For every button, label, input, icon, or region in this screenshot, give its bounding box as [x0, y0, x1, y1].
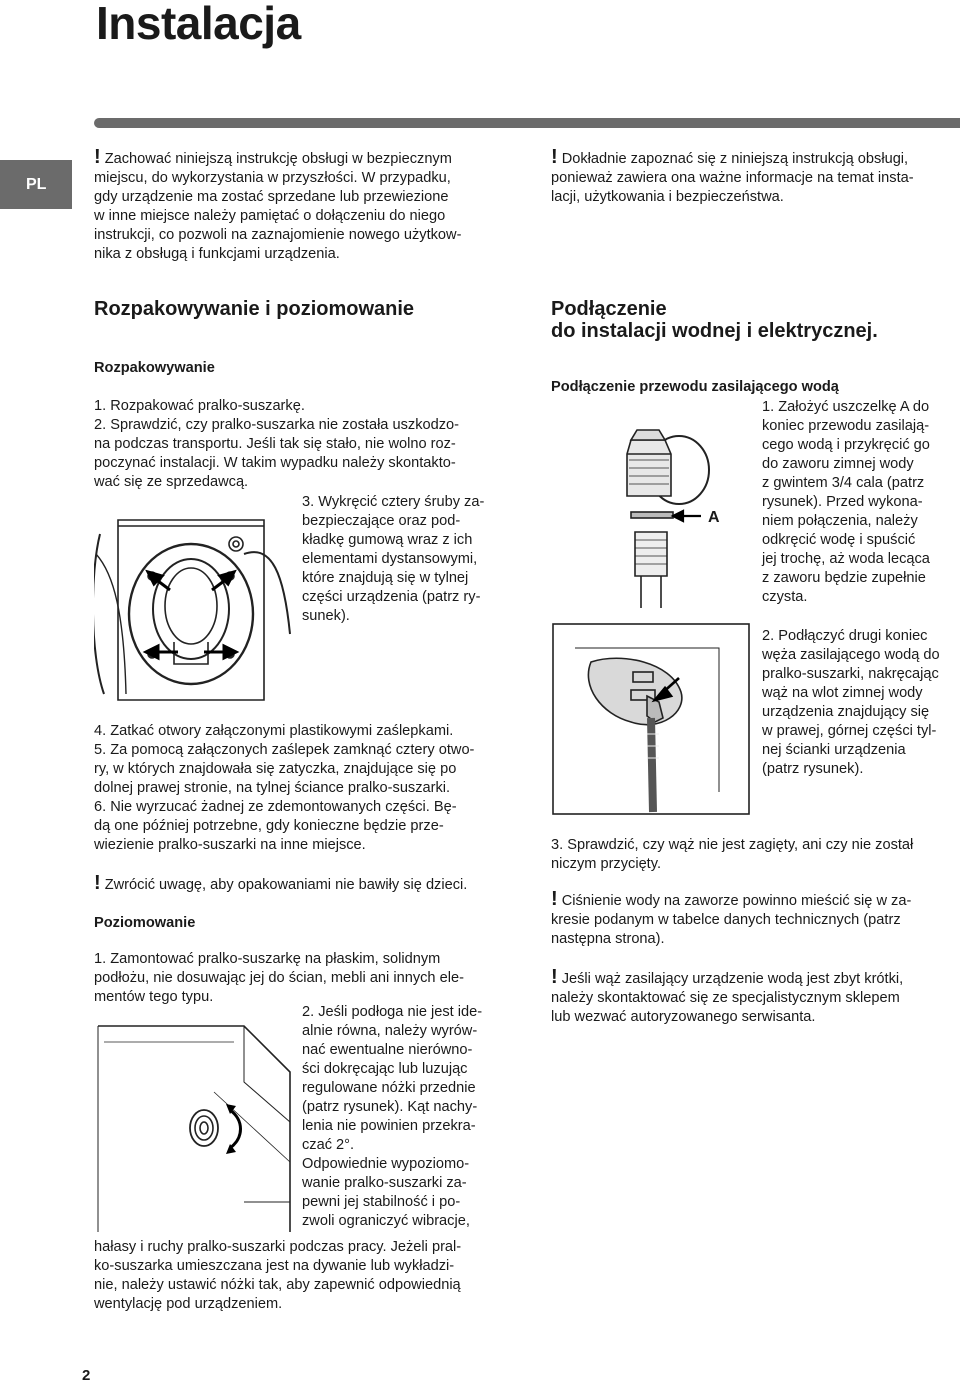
warning-mark: ! — [551, 888, 558, 910]
warning-mark: ! — [94, 872, 101, 894]
leveling-foot-figure — [94, 1022, 294, 1237]
section-title-connection: Podłączenie do instalacji wodnej i elektrycznej. — [551, 298, 878, 342]
unpacking-step-3: 3. Wykręcić cztery śruby za- bezpieczające oraz pod- kładkę gumową wraz z ich elementami dystansowymi, które znajdują się w tylnej części urządzenia (patrz ry- sunek). — [302, 494, 485, 624]
subheading-leveling: Poziomowanie — [94, 915, 196, 931]
language-tab: PL — [0, 160, 72, 209]
hose-step-3: 3. Sprawdzić, czy wąż nie jest zagięty, ani czy nie został niczym przycięty. — [551, 837, 914, 872]
header-rule — [94, 118, 960, 128]
tap-seal-figure — [551, 400, 751, 610]
hose-step-1: 1. Założyć uszczelkę A do koniec przewodu zasilają- cego wodą i przykręcić go do zaworu zimnej wody z gwintem 3/4 cala (patrz rysunek). Przed wykona- niem połączenia, należy odkręcić wodę i spuścić jej trochę, aż woda lecąca z zaworu będzie zupełnie czysta. — [762, 399, 930, 605]
leveling-tail: hałasy i ruchy pralko-suszarki podczas pracy. Jeżeli pral- ko-suszarka umieszczana jest na dywanie lub wykładzi- nie, należy ustawić nóżki tak, aby zapewnić odpowiednią wentylację pod urządzeniem. — [94, 1239, 462, 1312]
unpacking-steps-4-6: 4. Zatkać otwory załączonymi plastikowymi zaślepkami. 5. Za pomocą załączonych zaślepek zamknąć cztery otwo- ry, w których znajdowała się zatyczka, znajdujące się po dolnej prawej stronie, na tylnej ściance pralko-suszarki. 6. Nie wyrzucać żadnej ze zdemontowanych części. Bę- dą one później potrzebne, gdy konieczne będzie prze- wiezienie pralko-suszarki na inne miejsce. — [94, 723, 475, 853]
figure-label-a: A — [708, 509, 720, 526]
leveling-step-2: 2. Jeśli podłoga nie jest ide- alnie równa, należy wyrów- nać ewentualne nierówno- ści dokręcając lub luzując regulowane nóżki przednie (patrz rysunek). Kąt nachy- lenia nie powinien przekra- czać 2°. Odpowiednie wypoziomo- wanie pralko-suszarki za- pewni jej stabilność i po- zwoli ograniczyć wibracje, — [302, 1004, 483, 1229]
pressure-warning: ! Ciśnienie wody na zaworze powinno mieścić się w za- kresie podanym w tabelce danych technicznych (patrz następna strona). — [551, 888, 912, 947]
subheading-unpacking: Rozpakowywanie — [94, 360, 215, 376]
hose-inlet-figure — [551, 622, 751, 817]
rear-panel-screws-figure — [94, 514, 294, 704]
unpacking-steps: 1. Rozpakować pralko-suszarkę. 2. Sprawdzić, czy pralko-suszarka nie została uszkodzo- na podczas transportu. Jeśli tak się stało, nie wolno roz- poczynać instalacji. W takim wypadku należy skontakto- wać się ze sprzedawcą. — [94, 398, 459, 490]
warning-mark: ! — [551, 966, 558, 988]
hose-step-2: 2. Podłączyć drugi koniec węża zasilającego wodą do pralko-suszarki, nakręcając wąż na wlot zimnej wody urządzenia znajdujący się w prawej, górnej części tyl- nej ścianki urządzenia (patrz rysunek). — [762, 628, 940, 777]
child-warning: ! Zwrócić uwagę, aby opakowaniami nie bawiły się dzieci. — [94, 872, 468, 894]
leveling-step-1: 1. Zamontować pralko-suszarkę na płaskim, solidnym podłożu, nie dosuwając jej do ścian, mebli ani innych ele- mentów tego typu. — [94, 951, 464, 1005]
warning-mark: ! — [94, 146, 101, 168]
left-intro-warning: ! Zachować niniejszą instrukcję obsługi w bezpiecznym miejscu, do wykorzystania w przyszłości. W przypadku, gdy urządzenie ma zostać sprzedane lub przewiezione w inne miejsce należy pamiętać o dołączeniu do niego instrukcji, co pozwoli na zaznajomienie nowego użytkow- nika z obsługą i funkcjami urządzenia. — [94, 146, 462, 262]
subheading-water-hose: Podłączenie przewodu zasilającego wodą — [551, 379, 839, 395]
right-intro-warning: ! Dokładnie zapoznać się z niniejszą instrukcją obsługi, ponieważ zawiera ona ważne informacje na temat insta- lacji, użytkowania i bezpieczeństwa. — [551, 146, 914, 205]
section-title-unpacking: Rozpakowywanie i poziomowanie — [94, 298, 415, 320]
warning-mark: ! — [551, 146, 558, 168]
short-hose-warning: ! Jeśli wąż zasilający urządzenie wodą jest zbyt krótki, należy skontaktować się ze specjalistycznym sklepem lub wezwać autoryzowanego serwisanta. — [551, 966, 904, 1025]
page-title: Instalacja — [96, 0, 301, 49]
page-number: 2 — [82, 1367, 91, 1383]
